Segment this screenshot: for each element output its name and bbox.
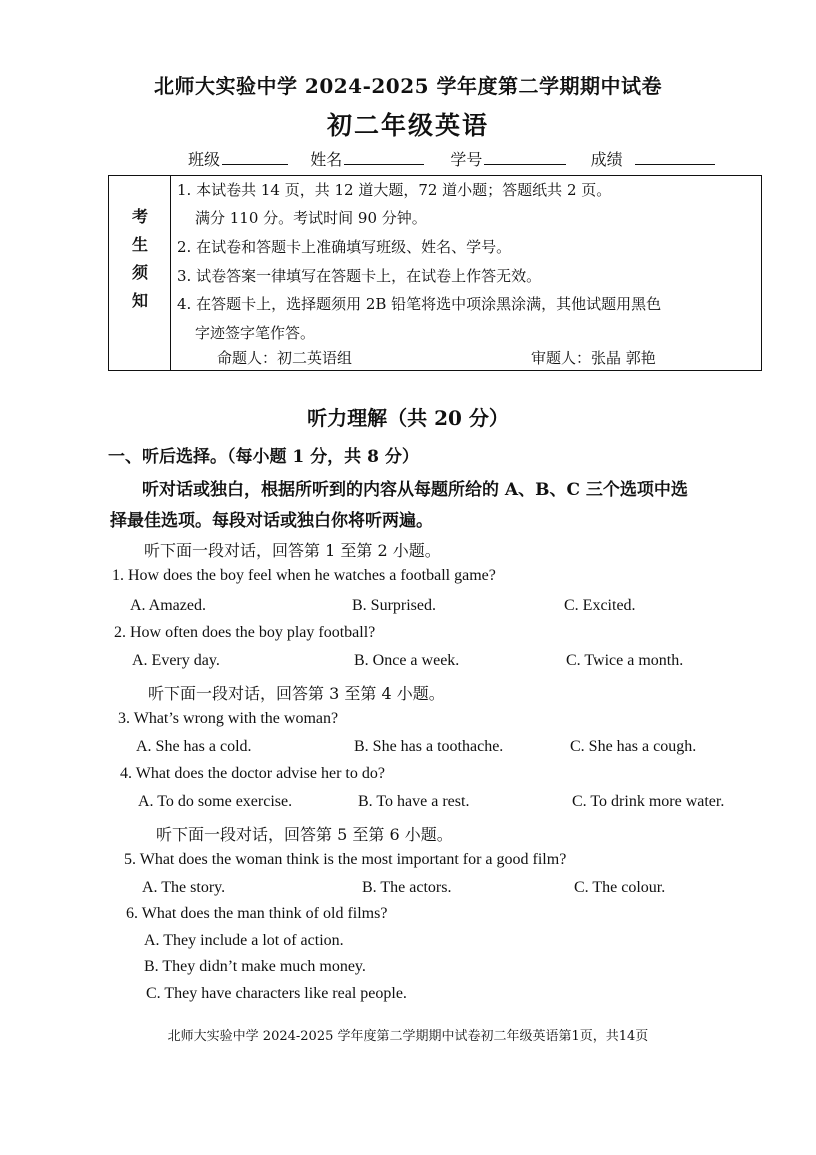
- question-5-option-a: A. The story.: [142, 879, 226, 896]
- question-1-option-a: A. Amazed.: [130, 597, 206, 614]
- student-id-label: 学号: [450, 150, 483, 169]
- exam-author: 命题人：初二英语组: [217, 349, 353, 367]
- question-6-option-c: C. They have characters like real people.: [146, 985, 407, 1002]
- question-6-option-a: A. They include a lot of action.: [144, 932, 344, 949]
- notice-line-6: 字迹签字笔作答。: [195, 324, 316, 342]
- score-blank: [635, 150, 715, 165]
- name-label: 姓名: [310, 150, 343, 169]
- question-2-option-c: C. Twice a month.: [566, 652, 684, 669]
- question-4: 4. What does the doctor advise her to do?: [120, 765, 385, 782]
- question-4-option-b: B. To have a rest.: [358, 793, 470, 810]
- notice-line-2: 满分 110 分。考试时间 90 分钟。: [195, 209, 427, 227]
- question-5: 5. What does the woman think is the most important for a good film?: [124, 851, 567, 868]
- score-label: 成绩: [590, 150, 623, 169]
- question-3: 3. What’s wrong with the woman?: [118, 710, 339, 727]
- question-2-option-a: A. Every day.: [132, 652, 220, 669]
- exam-reviewer: 审题人：张晶 郭艳: [531, 349, 656, 367]
- question-4-option-a: A. To do some exercise.: [138, 793, 293, 810]
- part-one-title: 一、听后选择。（每小题 1 分，共 8 分）: [108, 447, 419, 467]
- notice-line-1: 1. 本试卷共 14 页，共 12 道大题，72 道小题；答题纸共 2 页。: [177, 181, 612, 199]
- question-1: 1. How does the boy feel when he watches a football game?: [112, 567, 496, 584]
- question-1-option-b: B. Surprised.: [352, 597, 436, 614]
- question-6: 6. What does the man think of old films?: [126, 905, 388, 922]
- exam-title: 北师大实验中学 2024-2025 学年度第二学期期中试卷: [153, 74, 663, 98]
- notice-label-column: [109, 176, 171, 370]
- notice-line-4: 3. 试卷答案一律填写在答题卡上，在试卷上作答无效。: [177, 267, 542, 285]
- question-6-option-b: B. They didn’t make much money.: [144, 958, 366, 975]
- instruction-line-1: 听对话或独白，根据所听到的内容从每题所给的 A、B、C 三个选项中选: [142, 480, 688, 500]
- question-3-option-b: B. She has a toothache.: [354, 738, 504, 755]
- listening-section-title: 听力理解（共 20 分）: [307, 406, 509, 430]
- student-id-blank: [484, 150, 566, 165]
- question-3-option-c: C. She has a cough.: [570, 738, 697, 755]
- exam-subtitle: 初二年级英语: [326, 111, 489, 140]
- question-3-option-a: A. She has a cold.: [136, 738, 252, 755]
- notice-line-5: 4. 在答题卡上，选择题须用 2B 铅笔将选中项涂黑涂满，其他试题用黑色: [177, 295, 662, 313]
- student-info-line: [188, 147, 717, 170]
- question-1-option-c: C. Excited.: [564, 597, 636, 614]
- name-blank: [344, 150, 424, 165]
- notice-line-3: 2. 在试卷和答题卡上准确填写班级、姓名、学号。: [177, 238, 512, 256]
- question-2: 2. How often does the boy play football?: [114, 624, 376, 641]
- page-footer: 北师大实验中学 2024-2025 学年度第二学期期中试卷初二年级英语第1页，共14页: [167, 1029, 649, 1044]
- exam-notice-box: [108, 175, 762, 371]
- instruction-line-2: 择最佳选项。每段对话或独白你将听两遍。: [110, 511, 433, 531]
- notice-label-char: 知: [131, 291, 148, 310]
- notice-label-char: 须: [131, 263, 148, 282]
- class-blank: [222, 150, 288, 165]
- class-label: 班级: [188, 150, 221, 169]
- notice-label-char: 生: [131, 235, 148, 254]
- question-5-option-c: C. The colour.: [574, 879, 666, 896]
- dialog-intro: 听下面一段对话，回答第 1 至第 2 小题。: [144, 541, 441, 560]
- question-2-option-b: B. Once a week.: [354, 652, 460, 669]
- question-4-option-c: C. To drink more water.: [572, 793, 725, 810]
- question-5-option-b: B. The actors.: [362, 879, 452, 896]
- dialog-intro: 听下面一段对话，回答第 5 至第 6 小题。: [156, 825, 453, 844]
- notice-label-char: 考: [131, 207, 148, 226]
- dialog-intro: 听下面一段对话，回答第 3 至第 4 小题。: [148, 684, 445, 703]
